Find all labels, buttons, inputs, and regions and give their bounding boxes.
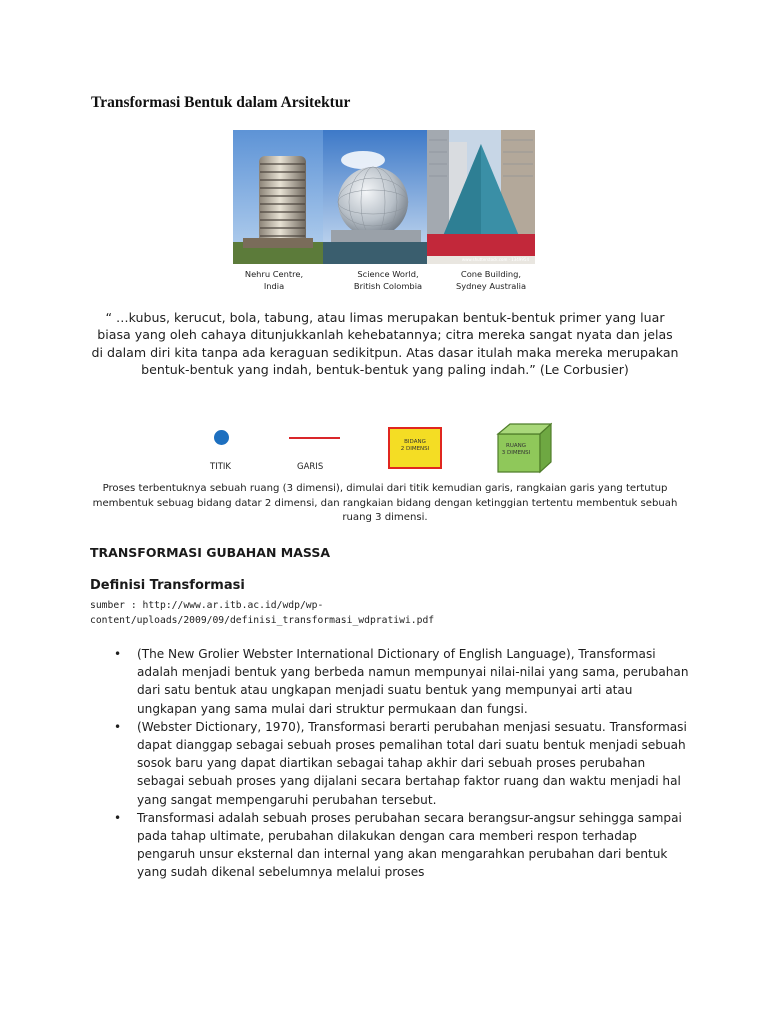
bullet-icon: • bbox=[114, 647, 122, 661]
photo-caption: Cone Building, Sydney Australia bbox=[455, 269, 527, 291]
diagram-caption: Proses terbentuknya sebuah ruang (3 dimensi), dimulai dari titik kemudian garis, rangkaian garis yang tertutup membentuk sebuag bidang datar 2 dimensi, dan rangkaian bidang dengan ketinggian tertentu membentuk sebuah ruang 3 dimensi. bbox=[92, 483, 678, 524]
cone-building-photo bbox=[427, 130, 535, 264]
photo-caption: Science World, British Colombia bbox=[353, 269, 423, 291]
science-world-photo bbox=[323, 130, 427, 264]
architecture-photo-strip bbox=[233, 130, 535, 264]
space-label: RUANG 3 DIMENSI bbox=[501, 443, 531, 456]
plane-square: BIDANG 2 DIMENSI bbox=[388, 427, 442, 469]
sub-heading: Definisi Transformasi bbox=[90, 578, 245, 593]
le-corbusier-quote: “ …kubus, kerucut, bola, tabung, atau limas merupakan bentuk-bentuk primer yang luar biasa yang oleh cahaya ditunjukkanlah kehebatannya; citra mereka sangat nyata dan jelas di dalam diri kita tanpa ada keraguan sedikitpun. Atas dasar itulah maka mereka merupakan bentuk-bentuk yang indah, bentuk-bentuk yang paling indah.” (Le Corbusier) bbox=[91, 310, 679, 377]
page-title: Transformasi Bentuk dalam Arsitektur bbox=[91, 94, 351, 111]
definition-list bbox=[90, 645, 690, 882]
bullet-icon: • bbox=[114, 719, 122, 734]
list-item-text: (Webster Dictionary, 1970), Transformasi berarti perubahan menjasi sesuatu. Transformasi dapat dianggap sebagai sebuah proses pemalihan total dari suatu bentuk menjadi sebuah sosok baru yang dapat diartikan sebagai tahap akhir dari sebuah proses perubahan sebagai sebuah proses yang dijalani secara bertahap faktor ruang dan waktu menjadi hal yang sangat mempengaruhi perubahan tersebut. bbox=[137, 719, 687, 807]
list-item-text: (The New Grolier Webster International Dictionary of English Language), Transformasi adalah menjadi bentuk yang berbeda namun mempunyai nilai-nilai yang sama, perubahan dari satu bentuk atau ungkapan menjadi suatu bentuk yang mempunyai arti atau ungkapan yang sama mulai dari struktur permukaan dan fungsi. bbox=[137, 647, 689, 716]
bullet-icon: • bbox=[114, 810, 122, 825]
watermark-text: www.shutterstock.com · 1349954 bbox=[461, 257, 529, 262]
form-diagram bbox=[200, 420, 570, 480]
nehru-centre-photo bbox=[233, 130, 323, 264]
list-item bbox=[90, 645, 690, 718]
line-icon bbox=[289, 437, 340, 439]
list-item bbox=[90, 718, 690, 809]
point-label: TITIK bbox=[210, 462, 231, 472]
point-dot-icon bbox=[214, 430, 229, 445]
list-item bbox=[90, 809, 690, 882]
source-link[interactable]: sumber : http://www.ar.itb.ac.id/wdp/wp-content/uploads/2009/09/definisi_transformasi_wdpratiwi.pdf bbox=[90, 600, 435, 626]
section-heading: TRANSFORMASI GUBAHAN MASSA bbox=[90, 545, 330, 560]
photo-caption: Nehru Centre, India bbox=[244, 269, 304, 291]
list-item-text: Transformasi adalah sebuah proses perubahan secara berangsur-angsur sehingga sampai pada tahap ultimate, perubahan dilakukan dengan cara memberi respon terhadap pengaruh unsur eksternal dan internal yang akan mengarahkan perubahan dari bentuk yang sudah dikenal sebelumnya melalui proses bbox=[137, 810, 682, 880]
line-label: GARIS bbox=[297, 462, 324, 472]
